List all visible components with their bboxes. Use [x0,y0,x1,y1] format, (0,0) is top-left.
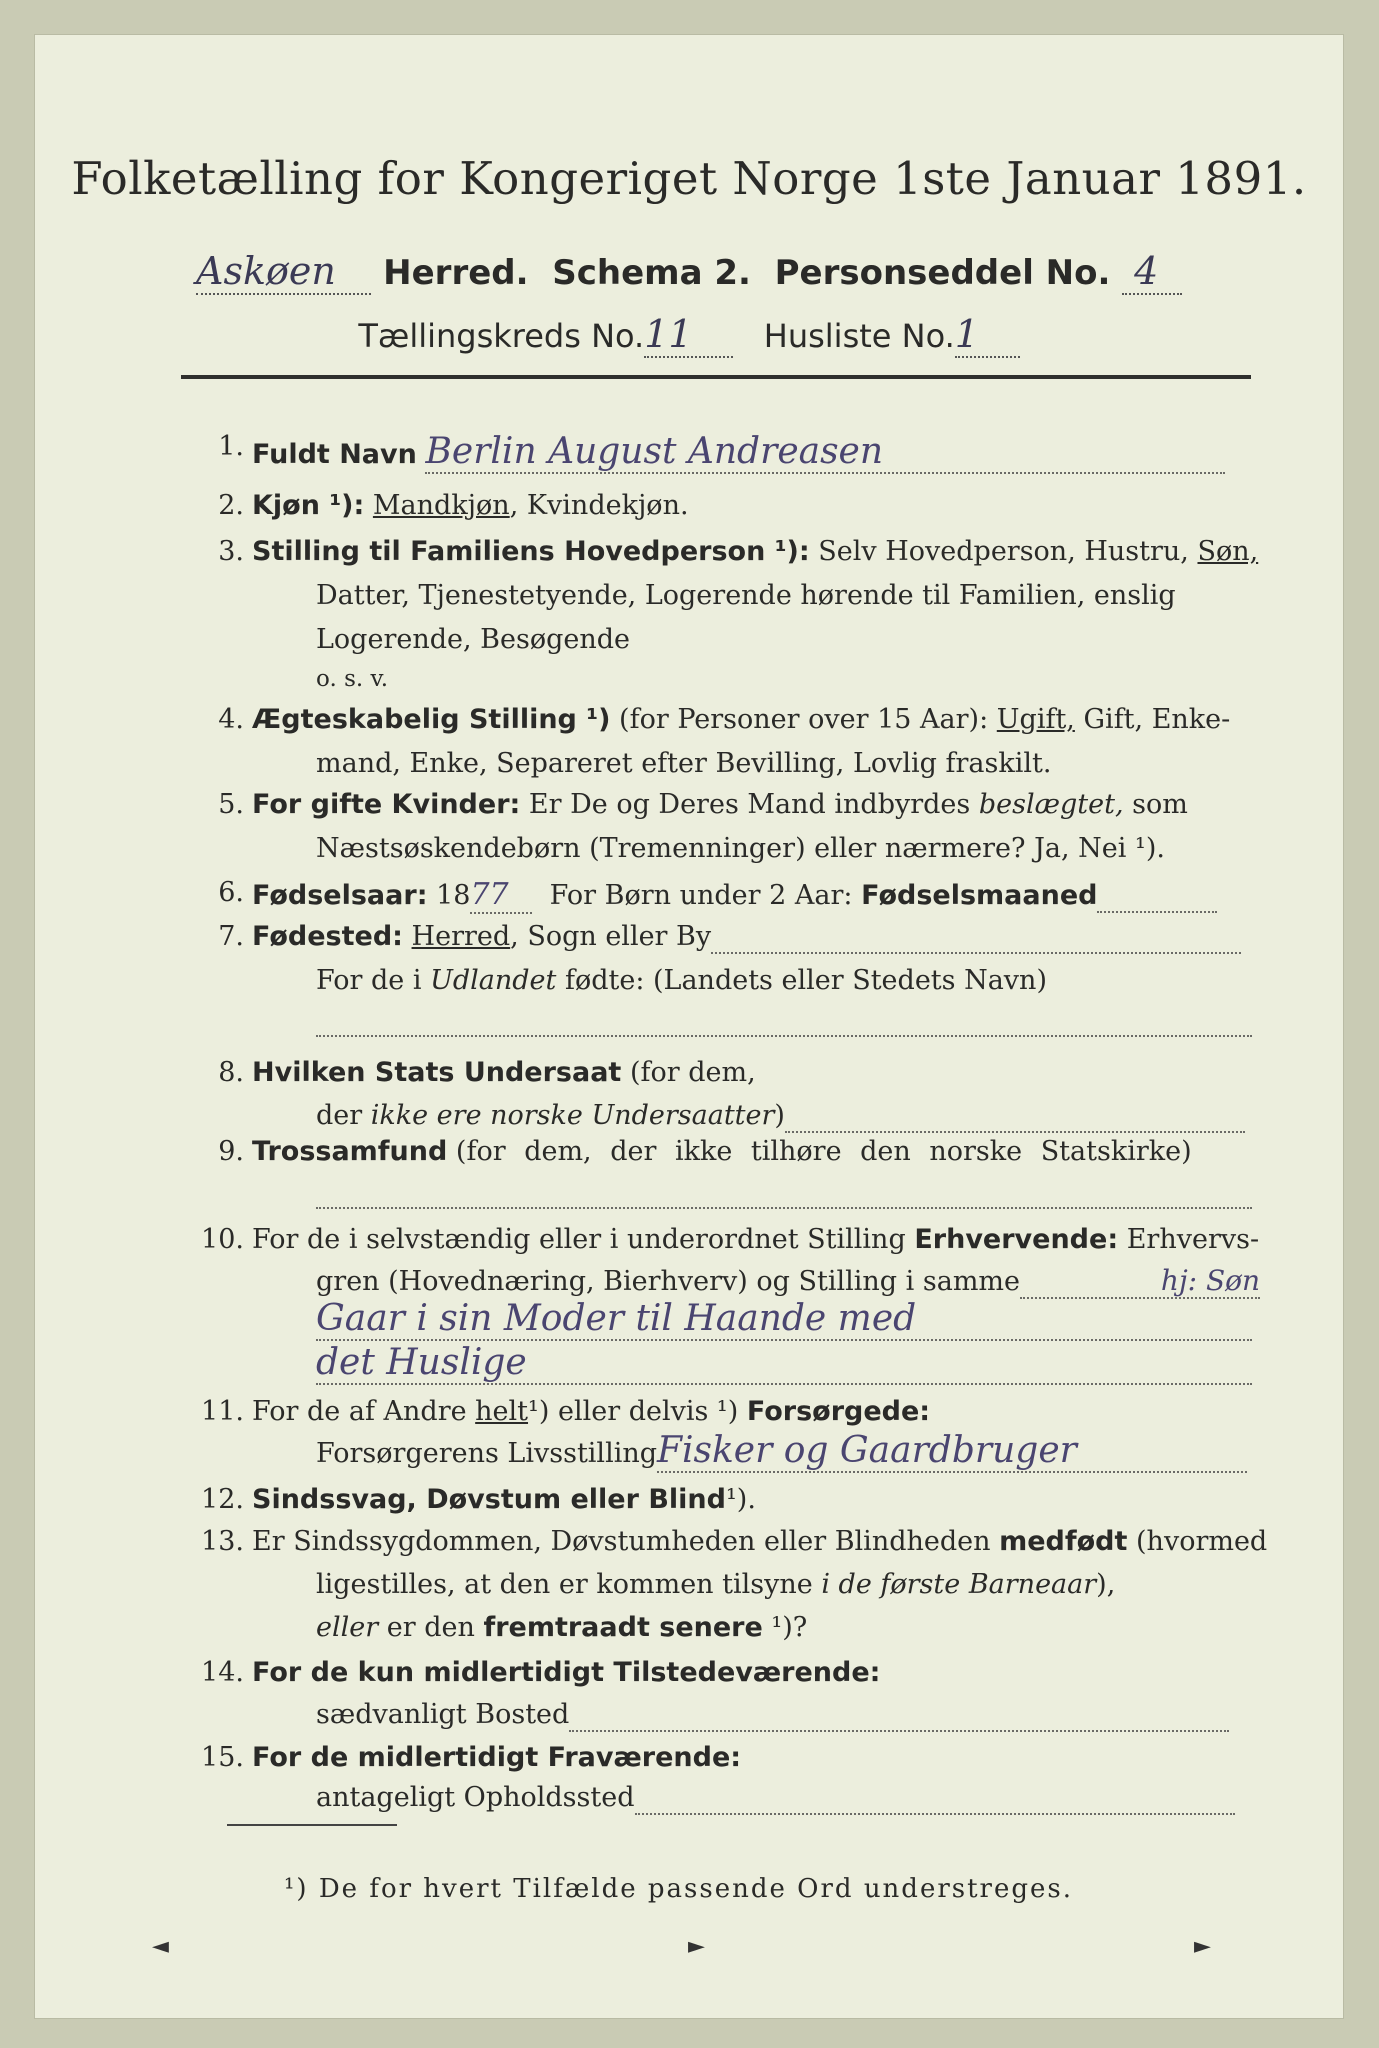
q5-number: 5. [218,789,244,820]
q2-number: 2. [218,490,244,521]
q8-line1: (for dem, [629,1057,756,1088]
q5-line1b: som [1132,789,1188,820]
q15-label: For de midlertidigt Fraværende: [252,1742,742,1773]
q9-line1: (for dem, der ikke tilhøre den norske Statskirke) [455,1136,1192,1167]
q11-label: Forsørgede: [746,1396,931,1427]
husliste-label: Husliste No. [763,317,955,355]
registration-mark-icon: ► [688,1934,705,1959]
kreds-label: Tællingskreds No. [358,317,645,355]
q1-value: Berlin August Andreasen [425,431,884,472]
registration-mark-icon: ◄ [152,1934,169,1959]
q6-number: 6. [218,877,244,908]
q13-label: medfødt [999,1526,1128,1557]
q8-number: 8. [218,1057,244,1088]
q10-label: Erhvervende: [914,1224,1119,1255]
q4-label: Ægteskabelig Stilling ¹) [252,704,611,735]
q3-line3: Logerende, Besøgende [316,624,630,655]
kreds-row [34,312,1344,358]
header-rule [181,375,1251,379]
q4-selected-option: Ugift, [996,704,1075,735]
q8-line2b: ) [774,1100,785,1131]
q2-options: , Kvindekjøn. [509,490,689,521]
q3-line2: Datter, Tjenestetyende, Logerende hørende til Familien, enslig [316,580,1176,611]
husliste-value: 1 [954,312,979,356]
herred-row [34,249,1344,295]
q13-number: 13. [201,1526,244,1557]
q7-line2b: fødte: (Landets eller Stedets Navn) [564,965,1047,996]
q6-mid: For Børn under 2 Aar: [549,880,853,911]
q1-label: Fuldt Navn [252,439,417,470]
personseddel-label: Personseddel No. [774,253,1111,293]
q13-line3b: ¹)? [771,1612,808,1643]
q11-line1a: For de af Andre [252,1396,467,1427]
q5-line2: Næstsøskendebørn (Tremenninger) eller nærmere? Ja, Nei ¹). [316,833,1165,864]
footnote: ¹) De for hvert Tilfælde passende Ord understreges. [284,1874,1074,1904]
q7-line2-italic: Udlandet [430,965,557,996]
q7-line2a: For de i [316,965,422,996]
q4-line2: mand, Enke, Separeret efter Bevilling, Lovlig fraskilt. [316,748,1052,779]
q13-line2a: ligestilles, at den er kommen tilsyne [316,1569,813,1600]
q12-suffix: ¹). [725,1484,756,1515]
q4-number: 4. [218,704,244,735]
q5-line1a: Er De og Deres Mand indbyrdes [528,789,971,820]
q3-label: Stilling til Familiens Hovedperson ¹): [252,536,810,567]
form-title: Folketælling for Kongeriget Norge 1ste Januar 1891. [71,152,1307,205]
q6-year-value: 77 [470,877,509,912]
q10-handwritten-1: hj: Søn [1160,1264,1261,1297]
q11-handwritten: Fisker og Gaardbruger [657,1430,1077,1471]
q5-line1-italic: beslægtet, [978,789,1124,820]
q8-line2-italic: ikke ere norske Undersaatter [370,1100,775,1131]
q7-number: 7. [218,921,244,952]
q7-options: , Sogn eller By [510,921,712,952]
q10-number: 10. [201,1224,244,1255]
q15-number: 15. [201,1742,244,1773]
personseddel-value: 4 [1134,249,1159,293]
q12-number: 12. [201,1484,244,1515]
q8-line2a: der [316,1100,363,1131]
q12-label: Sindssvag, Døvstum eller Blind [252,1484,726,1515]
census-form [34,34,1344,2019]
q13-line2-italic: i de første Barneaar [821,1569,1097,1600]
q3-selected-option: Søn, [1197,536,1259,567]
q14-label: For de kun midlertidigt Tilstedeværende: [252,1657,881,1688]
q10-handwritten-3: det Huslige [316,1342,527,1383]
footnote-rule [227,1824,397,1826]
q14-number: 14. [201,1657,244,1688]
q13-line3a: er den [386,1612,475,1643]
q15-line2: antageligt Opholdssted [316,1782,635,1813]
q13-line1b: (hvormed [1136,1526,1268,1557]
q3-number: 3. [218,536,244,567]
q6-label: Fødselsaar: [252,880,428,911]
q4-line1a: (for Personer over 15 Aar): [619,704,989,735]
q11-selected-option: helt [475,1396,529,1427]
q2-selected-option: Mandkjøn [372,490,510,521]
q2-label: Kjøn ¹): [252,490,365,521]
q10-line1a: For de i selvstændig eller i underordnet Stilling [252,1224,906,1255]
q11-number: 11. [201,1396,244,1427]
q9-label: Trossamfund [252,1136,448,1167]
q7-selected-option: Herred [411,921,511,952]
schema-label: Schema 2. [552,253,751,293]
q8-label: Hvilken Stats Undersaat [252,1057,622,1088]
herred-value: Askøen [196,249,336,293]
q11-line1b: ¹) eller delvis ¹) [528,1396,739,1427]
q10-line1b: Erhvervs- [1126,1224,1260,1255]
q1-number: 1. [218,431,244,462]
registration-mark-icon: ► [1194,1934,1211,1959]
q13-line3-italic: eller [316,1612,379,1643]
q4-line1b: Gift, Enke- [1083,704,1231,735]
q13-line1a: Er Sindssygdommen, Døvstumheden eller Blindheden [252,1526,991,1557]
q5-label: For gifte Kvinder: [252,789,521,820]
q13-line2b: ), [1096,1569,1116,1600]
q3-line4: o. s. v. [316,666,389,692]
q6-year-prefix: 18 [436,880,471,911]
q13-line3-bold: fremtraadt senere [483,1612,763,1643]
q10-handwritten-2: Gaar i sin Moder til Haande med [316,1298,917,1339]
herred-label: Herred. [383,253,529,293]
q10-line2: gren (Hovednæring, Bierhverv) og Stilling i samme [316,1266,1021,1297]
kreds-value: 11 [644,312,693,356]
q14-line2: sædvanligt Bosted [316,1699,570,1730]
q7-label: Fødested: [252,921,403,952]
q3-line1: Selv Hovedperson, Hustru, [818,536,1189,567]
q9-number: 9. [218,1136,244,1167]
q6-month-label: Fødselsmaaned [861,880,1098,911]
q11-line2: Forsørgerens Livsstilling [316,1438,658,1469]
